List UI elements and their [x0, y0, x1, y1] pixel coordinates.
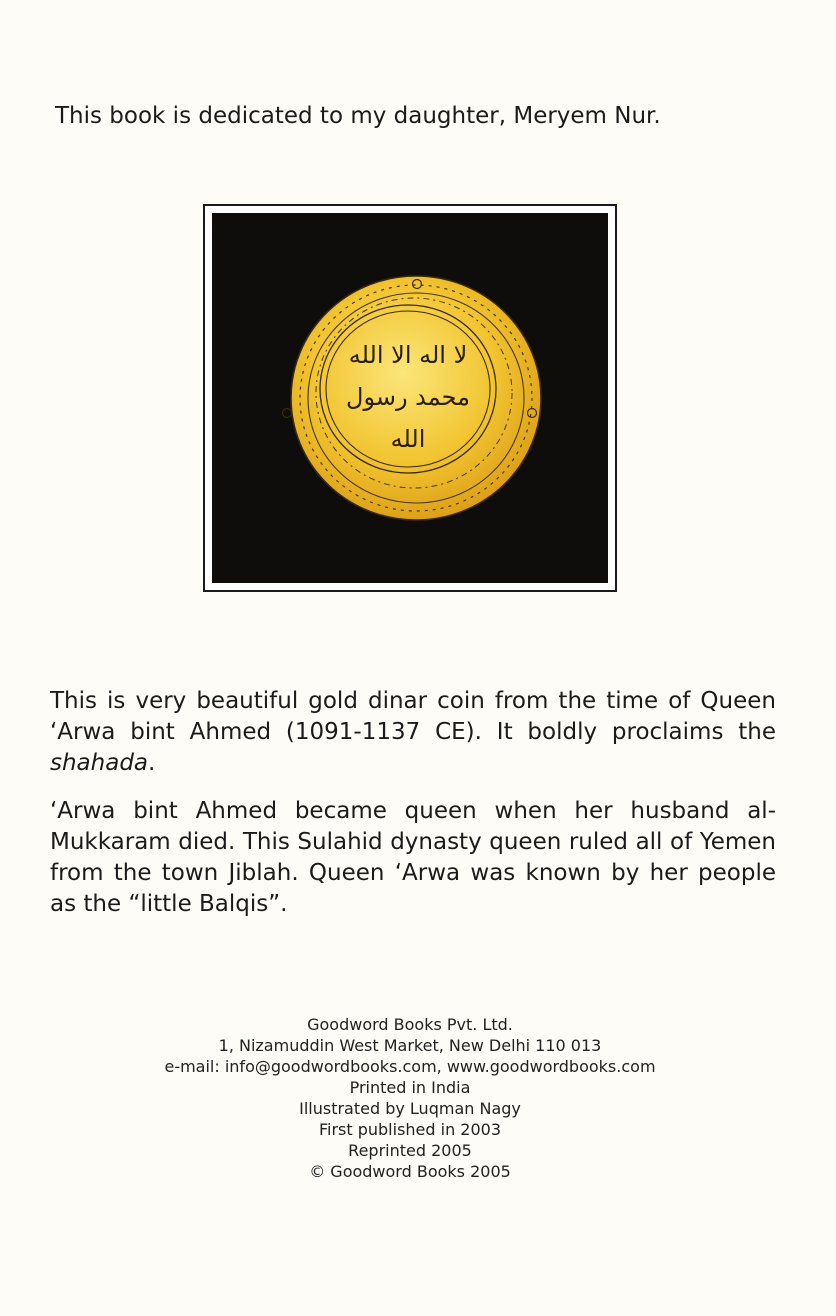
- shahada-emphasis: shahada: [50, 750, 149, 776]
- publisher-address: 1, Nizamuddin West Market, New Delhi 110 013: [218, 1036, 602, 1055]
- first-published: First published in 2003: [318, 1120, 502, 1139]
- coin-illustration-frame: [203, 204, 617, 592]
- illustrator-credit: Illustrated by Luqman Nagy: [299, 1099, 521, 1118]
- copyright-notice: © Goodword Books 2005: [309, 1162, 511, 1181]
- coin-description-paragraph: [50, 686, 776, 779]
- reprinted: Reprinted 2005: [348, 1141, 472, 1160]
- printed-in: Printed in India: [349, 1078, 471, 1097]
- publisher-name: Goodword Books Pvt. Ltd.: [307, 1015, 513, 1034]
- coin-inscription-line-1: لا اله الا الله: [348, 341, 468, 369]
- queen-arwa-paragraph: ‘Arwa bint Ahmed became queen when her husband al-Mukkaram died. This Sulahid dynasty queen ruled all of Yemen from the town Jiblah. Queen ‘Arwa was known by her people as the “little Balqis”.: [50, 798, 776, 917]
- publisher-contact: e-mail: info@goodwordbooks.com, www.goodwordbooks.com: [164, 1057, 656, 1076]
- coin-illustration: [212, 213, 608, 583]
- dedication-text: This book is dedicated to my daughter, Meryem Nur.: [55, 103, 661, 129]
- coin-inscription-line-2: محمد رسول: [346, 383, 470, 411]
- gold-dinar-coin-image: [212, 213, 608, 583]
- coin-inscription-line-3: الله: [390, 425, 426, 453]
- coin-description-text: This is very beautiful gold dinar coin from the time of Queen ‘Arwa bint Ahmed (1091-1137 CE). It boldly proclaims the: [50, 688, 776, 745]
- publication-imprint: [60, 1014, 760, 1182]
- coin-description-end: .: [148, 750, 156, 776]
